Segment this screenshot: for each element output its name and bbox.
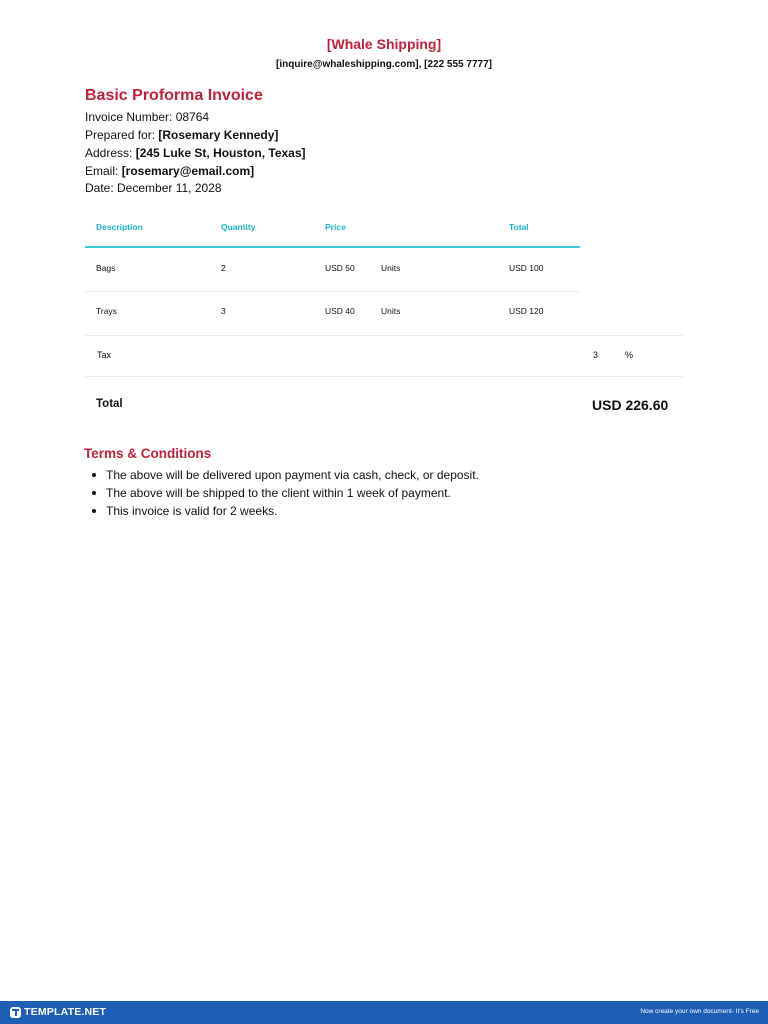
invoice-title: Basic Proforma Invoice xyxy=(85,87,263,104)
address-value: [245 Luke St, Houston, Texas] xyxy=(135,146,306,160)
bullet-icon xyxy=(92,491,96,495)
grand-total-value: USD 226.60 xyxy=(592,397,669,413)
row-unit: Units xyxy=(381,263,401,273)
invoice-number: 08764 xyxy=(175,110,210,124)
bullet-icon xyxy=(92,473,96,477)
invoice-number-label: Invoice Number: xyxy=(85,110,176,124)
invoice-number-line xyxy=(85,110,209,124)
term-text: This invoice is valid for 2 weeks. xyxy=(106,504,278,518)
row-price: USD 40 xyxy=(325,306,355,316)
tax-divider xyxy=(85,376,683,377)
row-description: Trays xyxy=(96,306,117,316)
row-price: USD 50 xyxy=(325,263,355,273)
template-logo-icon xyxy=(10,1007,21,1018)
email-line xyxy=(85,164,254,178)
list-item xyxy=(106,467,479,485)
prepared-for-line xyxy=(85,128,278,142)
footer-tagline[interactable]: Now create your own document- It's Free xyxy=(640,1008,759,1015)
header-description: Description xyxy=(96,222,143,232)
terms-title: Terms & Conditions xyxy=(84,446,212,461)
header-quantity: Quantity xyxy=(221,222,256,232)
terms-list xyxy=(106,467,479,521)
list-item xyxy=(106,503,479,521)
row-divider xyxy=(85,335,683,336)
header-total: Total xyxy=(509,222,529,232)
list-item xyxy=(106,485,479,503)
row-divider xyxy=(85,291,580,292)
address-label: Address: xyxy=(85,146,136,160)
prepared-for-label: Prepared for: xyxy=(85,128,159,142)
company-name: [Whale Shipping] xyxy=(326,36,442,52)
row-description: Bags xyxy=(96,263,116,273)
term-text: The above will be delivered upon payment via cash, check, or deposit. xyxy=(106,468,479,482)
date-label: Date: xyxy=(85,181,118,195)
company-contact: [inquire@whaleshipping.com], [222 555 7777] xyxy=(276,59,492,70)
header-divider xyxy=(85,246,580,248)
prepared-for-value: [Rosemary Kennedy] xyxy=(158,128,279,142)
email-label: Email: xyxy=(85,164,122,178)
term-text: The above will be shipped to the client within 1 week of payment. xyxy=(106,486,451,500)
bullet-icon xyxy=(92,509,96,513)
footer-logo[interactable] xyxy=(10,1006,106,1018)
row-total: USD 100 xyxy=(509,263,544,273)
row-unit: Units xyxy=(381,306,401,316)
tax-value: 3 xyxy=(593,350,599,360)
email-value: [rosemary@email.com] xyxy=(121,164,255,178)
row-quantity: 3 xyxy=(221,306,226,316)
tax-unit: % xyxy=(625,350,634,360)
footer-logo-text: TEMPLATE.NET xyxy=(24,1006,107,1018)
grand-total-label: Total xyxy=(96,398,123,410)
footer-bar xyxy=(0,1001,768,1024)
date-line xyxy=(85,181,222,195)
date-value: December 11, 2028 xyxy=(117,181,222,195)
tax-label: Tax xyxy=(97,350,112,360)
row-total: USD 120 xyxy=(509,306,544,316)
address-line xyxy=(85,146,306,160)
row-quantity: 2 xyxy=(221,263,226,273)
header-price: Price xyxy=(325,222,346,232)
